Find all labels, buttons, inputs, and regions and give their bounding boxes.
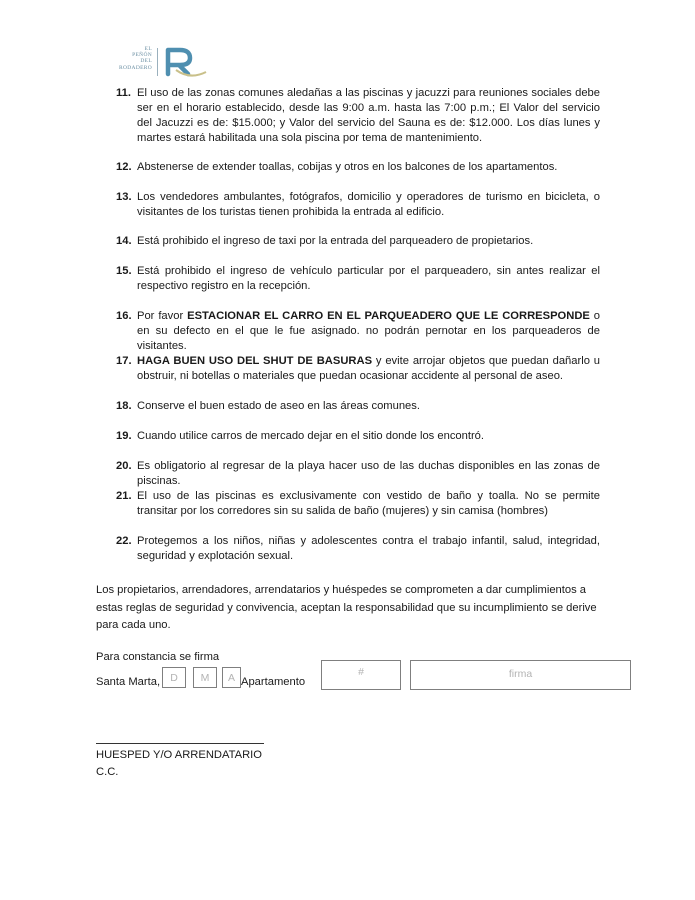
rule-text bbox=[137, 160, 600, 175]
rule-item bbox=[96, 309, 600, 354]
apartment-field[interactable]: # bbox=[321, 660, 401, 690]
rule-text-part: El uso de las zonas comunes aledañas a las piscinas y jacuzzi para reuniones sociales debe ser en el horario establecido, desde las 9:00 a.m. hasta las 7:00 p.m.; El Valor del servicio del Jacuzzi es de: $15.000; y Valor del servicio del Sauna es de: $12.000. Los días lunes y martes estará habilitada una sola piscina por tema de mantenimiento. bbox=[137, 87, 600, 144]
logo-line: EL bbox=[144, 46, 152, 52]
rule-number: 14. bbox=[116, 235, 132, 247]
logo-wordmark bbox=[102, 46, 152, 71]
rule-text bbox=[137, 234, 600, 249]
rule-text-part: Cuando utilice carros de mercado dejar en el sitio donde los encontró. bbox=[137, 430, 485, 442]
rule-text-part: Es obligatorio al regresar de la playa hacer uso de las duchas disponibles en las zonas de piscinas. bbox=[137, 460, 600, 487]
logo-divider bbox=[157, 48, 158, 76]
rule-item bbox=[96, 354, 600, 384]
rule-text bbox=[137, 86, 600, 146]
rule-text-part: Conserve el buen estado de aseo en las áreas comunes. bbox=[137, 400, 420, 412]
rule-text bbox=[137, 429, 600, 444]
logo-line: RODADERO bbox=[119, 64, 152, 71]
rule-number: 13. bbox=[116, 191, 132, 203]
rule-emphasis: HAGA BUEN USO DEL SHUT DE BASURAS bbox=[137, 355, 373, 367]
signature-line bbox=[96, 743, 264, 744]
rule-number: 12. bbox=[116, 161, 132, 173]
rule-item bbox=[96, 534, 600, 564]
rule-item bbox=[96, 399, 600, 414]
rule-text bbox=[137, 354, 600, 384]
rule-item bbox=[96, 86, 600, 146]
rule-emphasis: ESTACIONAR EL CARRO EN EL PARQUEADERO QUE LE CORRESPONDE bbox=[187, 310, 590, 322]
rule-text-part: Está prohibido el ingreso de taxi por la entrada del parqueadero de propietarios. bbox=[137, 235, 534, 247]
closing-paragraph: Los propietarios, arrendadores, arrendatarios y huéspedes se comprometen a dar cumplimientos a estas reglas de seguridad y convivencia, aceptan la responsabilidad que su incumplimiento se derive para cada uno. bbox=[96, 584, 597, 631]
rule-number: 17. bbox=[116, 355, 132, 367]
rule-item bbox=[96, 160, 600, 175]
rule-text-part: y evite arrojar objetos que puedan dañarlo u obstruir, ni botellas o materiales que puedan ocasionar accidente al personal de aseo. bbox=[137, 355, 600, 382]
rule-number: 11. bbox=[116, 87, 131, 99]
rule-number: 15. bbox=[116, 265, 132, 277]
month-field[interactable]: M bbox=[193, 667, 217, 688]
rule-number: 19. bbox=[116, 430, 132, 442]
rule-number: 20. bbox=[116, 460, 132, 472]
rule-number: 18. bbox=[116, 400, 132, 412]
rule-text-part: Los vendedores ambulantes, fotógrafos, domicilio y operadores de turismo en bicicleta, o visitantes de los turistas tienen prohibida la entrada al edificio. bbox=[137, 191, 600, 218]
rule-item bbox=[96, 190, 600, 220]
rule-text bbox=[137, 489, 600, 519]
logo-r-icon bbox=[162, 46, 210, 80]
rule-text bbox=[137, 309, 600, 354]
signature-field[interactable]: firma bbox=[410, 660, 631, 690]
city-label: Santa Marta, bbox=[96, 676, 161, 688]
rule-text bbox=[137, 264, 600, 294]
rule-text bbox=[137, 190, 600, 220]
day-field[interactable]: D bbox=[162, 667, 186, 688]
logo-line: PEÑÓN bbox=[132, 52, 152, 59]
rule-item bbox=[96, 234, 600, 249]
apartment-label: Apartamento bbox=[241, 676, 306, 688]
rule-item bbox=[96, 489, 600, 519]
rule-text-part: o en su defecto en el que le fue asignado. no podrán pernotar en los parqueaderos de visitantes. bbox=[137, 310, 601, 352]
rule-text-part: El uso de las piscinas es exclusivamente con vestido de baño y toalla. No se permite transitar por los corredores sin su salida de baño (mujeres) y sin camisa (hombres) bbox=[137, 490, 600, 517]
rule-text bbox=[137, 534, 600, 564]
rule-item bbox=[96, 459, 600, 489]
rule-text-part: Abstenerse de extender toallas, cobijas y otros en los balcones de los apartamentos. bbox=[137, 161, 558, 173]
logo-line: DEL bbox=[140, 58, 152, 65]
id-label: C.C. bbox=[96, 766, 119, 778]
rule-number: 21. bbox=[116, 490, 132, 502]
rule-text bbox=[137, 399, 600, 414]
year-field[interactable]: A bbox=[222, 667, 241, 688]
rule-text-part: Por favor bbox=[137, 310, 188, 322]
signature-role: HUESPED Y/O ARRENDATARIO bbox=[96, 749, 262, 761]
rule-text-part: Está prohibido el ingreso de vehículo particular por el parqueadero, sin antes realizar el respectivo registro en la recepción. bbox=[137, 265, 600, 292]
rule-number: 16. bbox=[116, 310, 132, 322]
rule-text-part: Protegemos a los niños, niñas y adolescentes contra el trabajo infantil, salud, integridad, seguridad y explotación sexual. bbox=[137, 535, 600, 562]
constancia-label: Para constancia se firma bbox=[96, 651, 220, 663]
rule-text bbox=[137, 459, 600, 489]
logo bbox=[102, 46, 212, 80]
rule-number: 22. bbox=[116, 535, 132, 547]
rule-item bbox=[96, 264, 600, 294]
rule-item bbox=[96, 429, 600, 444]
